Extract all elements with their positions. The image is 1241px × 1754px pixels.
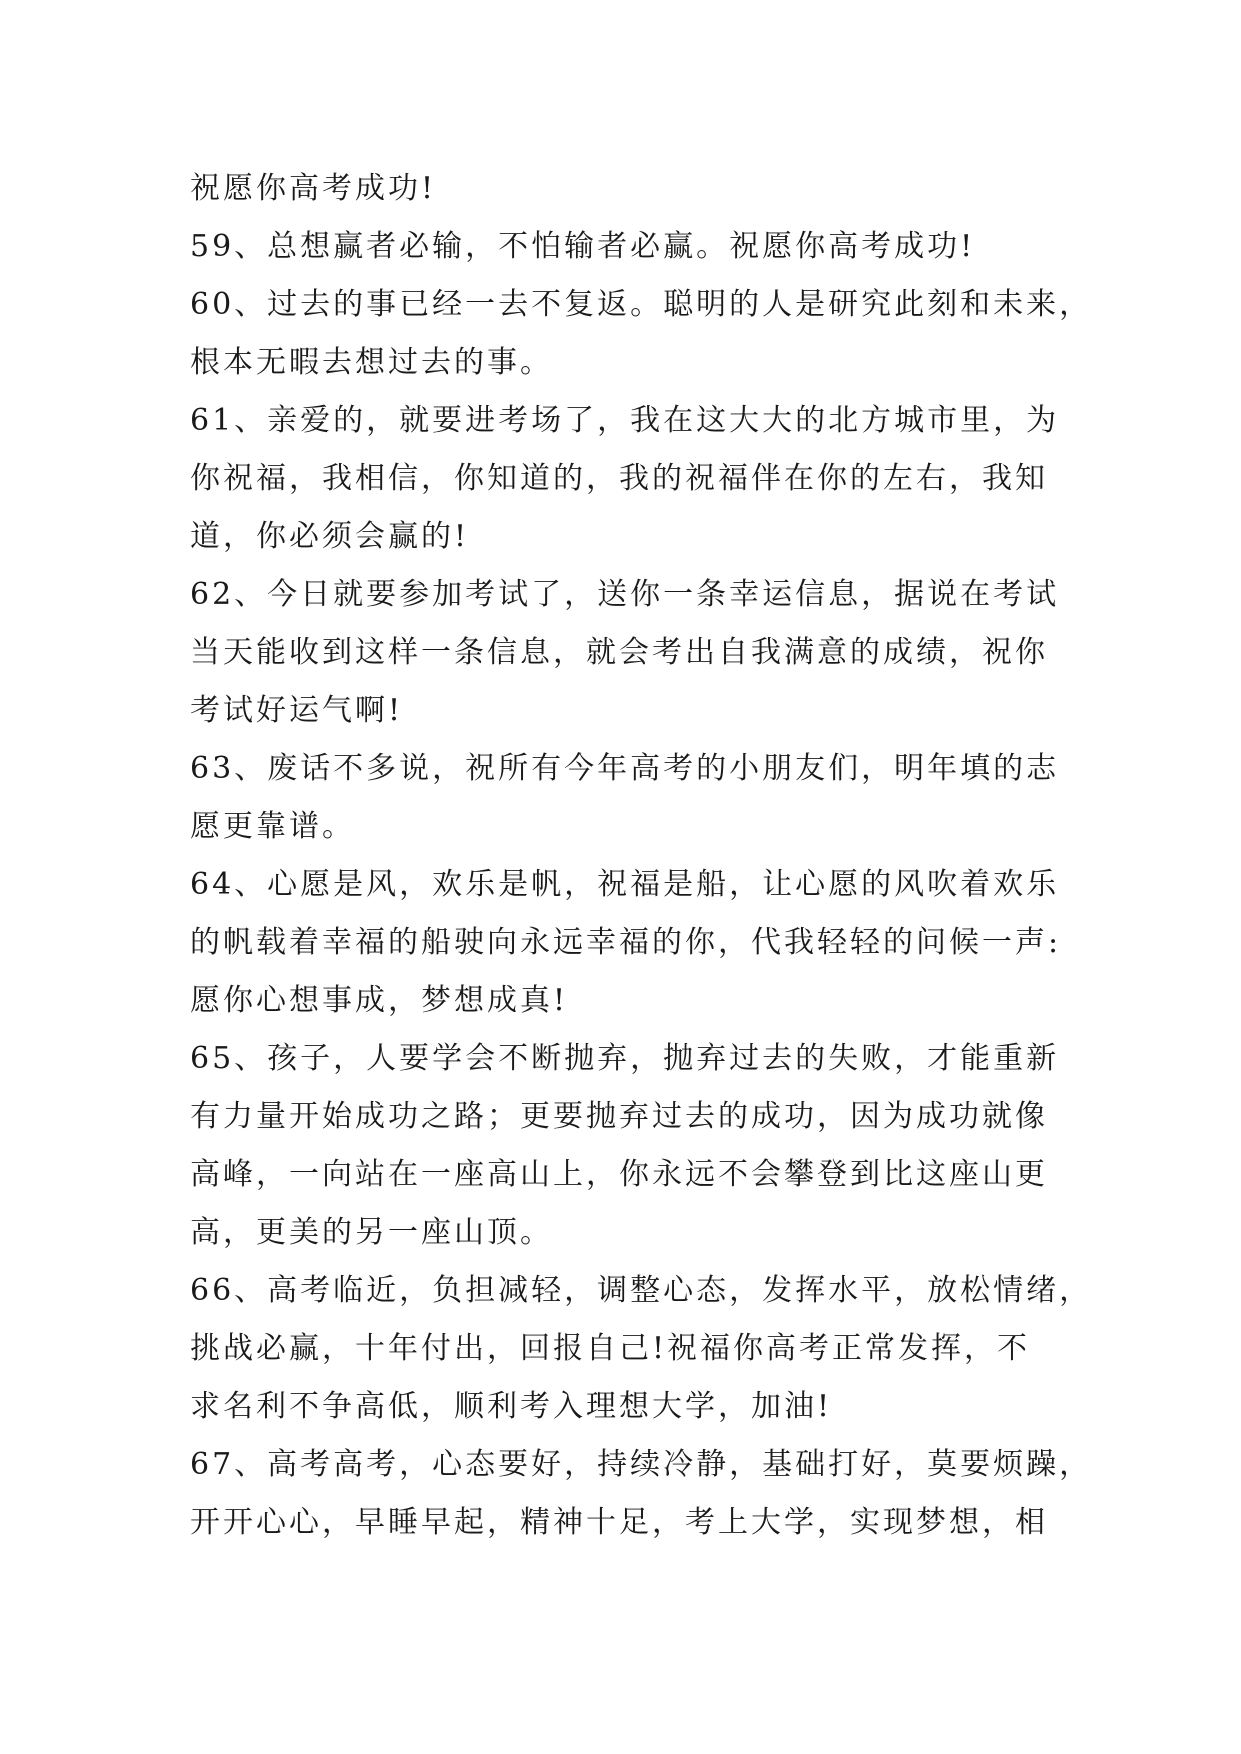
text-line: 道，你必须会赢的!: [190, 519, 470, 554]
text-line: 愿你心想事成，梦想成真!: [190, 983, 569, 1018]
text-line: 考试好运气啊!: [190, 693, 404, 728]
text-line: 开开心心，早睡早起，精神十足，考上大学，实现梦想，相: [190, 1505, 1048, 1540]
document-body: [190, 160, 1093, 1552]
text-line: 64、心愿是风，欢乐是帆，祝福是船，让心愿的风吹着欢乐: [190, 867, 1060, 902]
text-line: 65、孩子，人要学会不断抛弃，抛弃过去的失败，才能重新: [190, 1041, 1060, 1076]
text-line: 66、高考临近，负担减轻，调整心态，发挥水平，放松情绪，: [190, 1273, 1093, 1308]
text-line: 67、高考高考，心态要好，持续冷静，基础打好，莫要烦躁，: [190, 1447, 1093, 1482]
text-line: 挑战必赢，十年付出，回报自己!祝福你高考正常发挥，不: [190, 1331, 1031, 1366]
text-line: 高峰，一向站在一座高山上，你永远不会攀登到比这座山更: [190, 1157, 1048, 1192]
text-line: 祝愿你高考成功!: [190, 171, 437, 206]
text-line: 求名利不争高低，顺利考入理想大学，加油!: [190, 1389, 833, 1424]
text-line: 愿更靠谱。: [190, 809, 355, 844]
text-line: 当天能收到这样一条信息，就会考出自我满意的成绩，祝你: [190, 635, 1048, 670]
text-line: 根本无暇去想过去的事。: [190, 345, 553, 380]
text-line: 63、废话不多说，祝所有今年高考的小朋友们，明年填的志: [190, 751, 1060, 786]
text-line: 62、今日就要参加考试了，送你一条幸运信息，据说在考试: [190, 577, 1060, 612]
text-line: 你祝福，我相信，你知道的，我的祝福伴在你的左右，我知: [190, 461, 1048, 496]
text-line: 高，更美的另一座山顶。: [190, 1215, 553, 1250]
text-line: 有力量开始成功之路；更要抛弃过去的成功，因为成功就像: [190, 1099, 1048, 1134]
text-line: 59、总想赢者必输，不怕输者必赢。祝愿你高考成功!: [190, 229, 976, 264]
text-line: 的帆载着幸福的船驶向永远幸福的你，代我轻轻的问候一声:: [190, 925, 1062, 960]
text-line: 61、亲爱的，就要进考场了，我在这大大的北方城市里，为: [190, 403, 1060, 438]
text-line: 60、过去的事已经一去不复返。聪明的人是研究此刻和未来，: [190, 287, 1093, 322]
